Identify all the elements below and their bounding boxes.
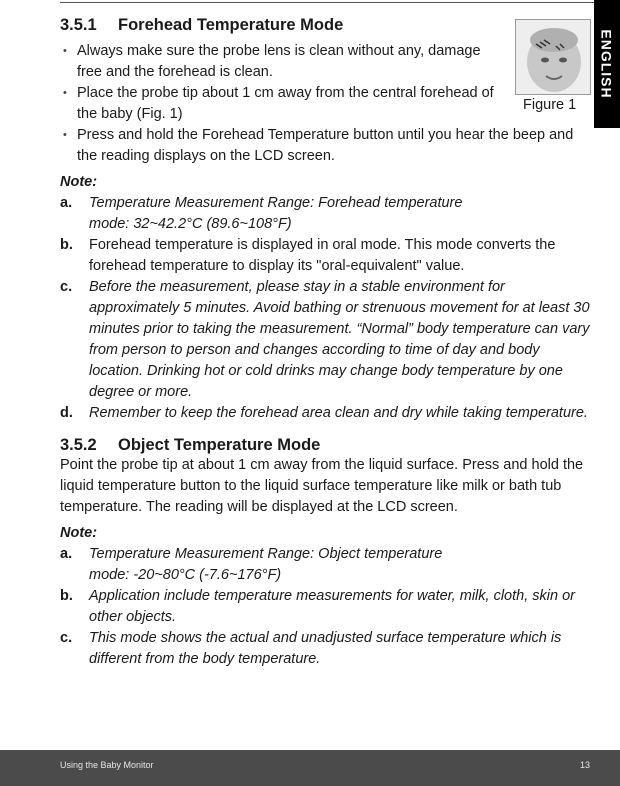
section-heading-object — [60, 436, 590, 455]
note-letter: d. — [60, 405, 73, 421]
top-rule — [60, 2, 620, 3]
section-number: 3.5.2 — [60, 436, 97, 454]
note-label: Note: — [60, 525, 98, 541]
forehead-instructions — [60, 41, 590, 167]
note-letter: a. — [60, 195, 73, 211]
note-label: Note: — [60, 174, 98, 190]
list-item: • Press and hold the Forehead Temperature button until you hear the beep and the reading displays on the LCD screen. — [60, 125, 590, 167]
footer-section-title: Using the Baby Monitor — [60, 760, 154, 770]
note-item — [60, 628, 590, 670]
section-heading-forehead — [60, 16, 590, 35]
note-letter: c. — [60, 279, 73, 295]
figure-caption: Figure 1 — [523, 97, 577, 113]
page-footer — [0, 750, 620, 786]
page-number: 13 — [579, 760, 590, 770]
note-text: Forehead temperature is displayed in oral mode. This mode converts the forehead temperature to display its "oral-equivalent" value. — [89, 237, 556, 274]
note-letter: c. — [60, 630, 73, 646]
section-title: Object Temperature Mode — [118, 436, 321, 454]
list-item: • Place the probe tip about 1 cm away from the central forehead of the baby (Fig. 1) — [60, 83, 497, 125]
note-letter: a. — [60, 546, 73, 562]
note-item — [60, 235, 590, 277]
note-text: Before the measurement, please stay in a stable environment for approximately 5 minutes. Avoid bathing or strenuous movement for at least 30 minutes prior to taking the measurement. “Normal” body temperature can vary from person to person and changes according to time of day and body location. Drinking hot or cold drinks may change body temperature by one degree or more. — [89, 279, 590, 400]
section-number: 3.5.1 — [60, 16, 97, 34]
note-item — [60, 277, 590, 403]
section-title: Forehead Temperature Mode — [118, 16, 344, 34]
note-item — [60, 586, 590, 628]
note-text: This mode shows the actual and unadjusted surface temperature which is different from the body temperature. — [89, 630, 562, 667]
note-item — [60, 544, 480, 586]
note-letter: b. — [60, 237, 73, 253]
language-tab-label: ENGLISH — [599, 29, 616, 99]
forehead-notes — [60, 193, 590, 424]
note-text: Application include temperature measurements for water, milk, cloth, skin or other objects. — [89, 588, 575, 625]
note-item — [60, 403, 590, 424]
note-text: Temperature Measurement Range: Forehead temperature mode: 32~42.2°C (89.6~108°F) — [89, 195, 463, 232]
list-item: • Always make sure the probe lens is clean without any, damage free and the forehead is clean. — [60, 41, 497, 83]
language-tab — [594, 0, 620, 128]
note-text: Temperature Measurement Range: Object temperature mode: -20~80°C (-7.6~176°F) — [89, 546, 443, 583]
object-mode-description: Point the probe tip at about 1 cm away from the liquid surface. Press and hold the liquid temperature button to the liquid surface temperature like milk or bath tub temperature. The reading will be displayed at the LCD screen. — [60, 457, 584, 515]
object-notes — [60, 544, 590, 670]
page-content — [60, 16, 590, 670]
note-item — [60, 193, 480, 235]
note-letter: b. — [60, 588, 73, 604]
note-text: Remember to keep the forehead area clean and dry while taking temperature. — [89, 405, 588, 421]
